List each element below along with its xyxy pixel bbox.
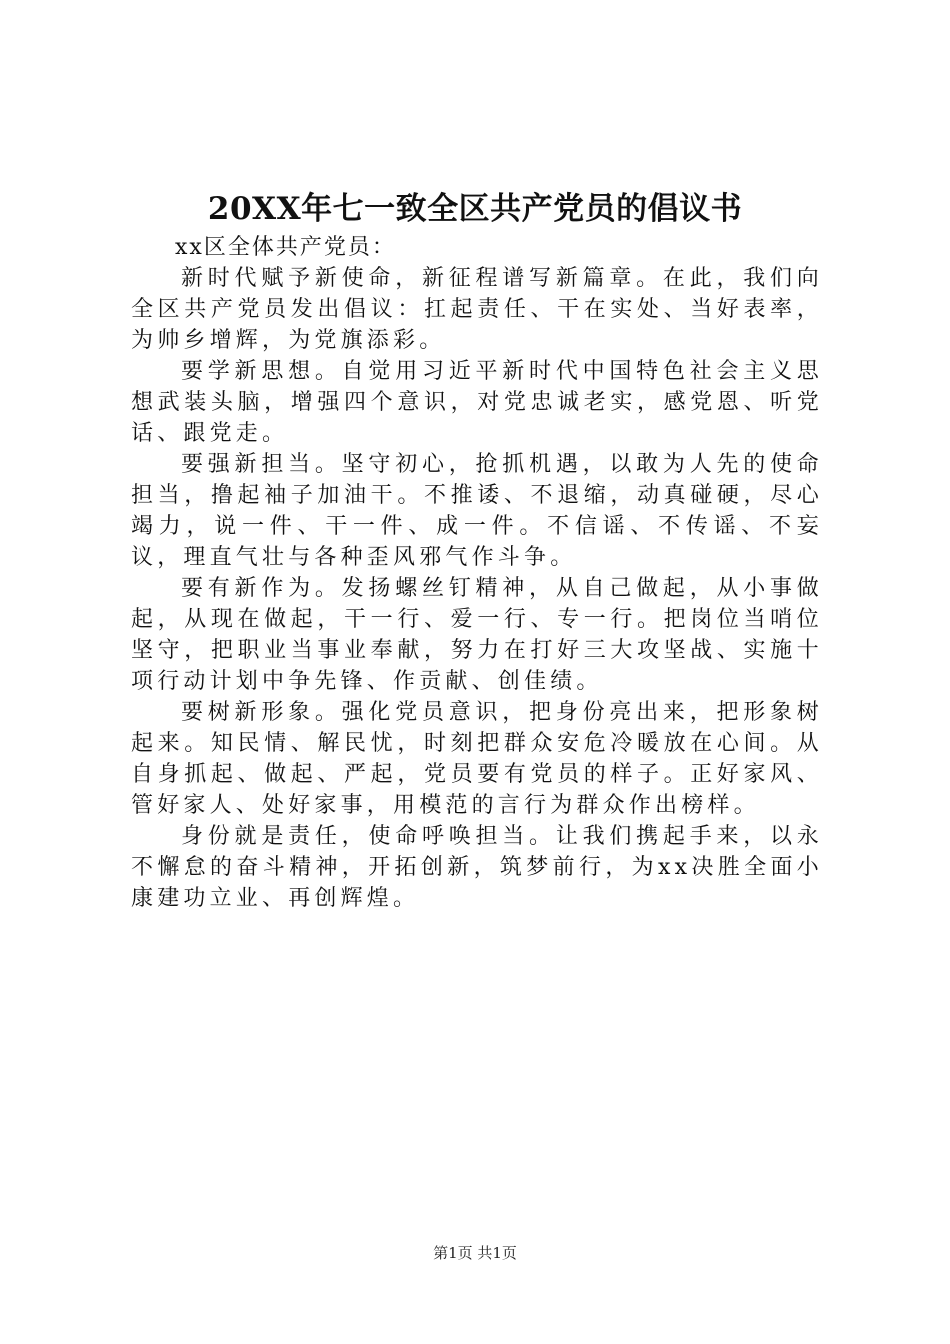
document-body	[131, 232, 823, 914]
paragraph-new-action: 要有新作为。发扬螺丝钉精神，从自己做起，从小事做起，从现在做起，干一行、爱一行、专一行。把岗位当哨位坚守，把职业当事业奉献，努力在打好三大攻坚战、实施十项行动计划中争先锋、作贡献、创佳绩。	[131, 576, 823, 694]
document-title: 20XX年七一致全区共产党员的倡议书	[207, 191, 743, 227]
page-footer: 第1页 共1页	[433, 1244, 517, 1262]
paragraph-new-image: 要树新形象。强化党员意识，把身份亮出来，把形象树起来。知民情、解民忧，时刻把群众安危冷暖放在心间。从自身抓起、做起、严起，党员要有党员的样子。正好家风、管好家人、处好家事，用模范的言行为群众作出榜样。	[131, 700, 823, 818]
paragraph-closing: 身份就是责任，使命呼唤担当。让我们携起手来，以永不懈怠的奋斗精神，开拓创新，筑梦前行，为xx决胜全面小康建功立业、再创辉煌。	[131, 824, 823, 911]
paragraph-intro: 新时代赋予新使命，新征程谱写新篇章。在此，我们向全区共产党员发出倡议：扛起责任、干在实处、当好表率，为帅乡增辉，为党旗添彩。	[131, 266, 823, 353]
paragraph-learn-new-thought: 要学新思想。自觉用习近平新时代中国特色社会主义思想武装头脑，增强四个意识，对党忠诚老实，感党恩、听党话、跟党走。	[131, 359, 823, 446]
paragraph-new-responsibility: 要强新担当。坚守初心，抢抓机遇，以敢为人先的使命担当，撸起袖子加油干。不推诿、不退缩，动真碰硬，尽心竭力，说一件、干一件、成一件。不信谣、不传谣、不妄议，理直气壮与各种歪风邪气作斗争。	[131, 452, 823, 570]
salutation: xx区全体共产党员：	[175, 235, 396, 260]
